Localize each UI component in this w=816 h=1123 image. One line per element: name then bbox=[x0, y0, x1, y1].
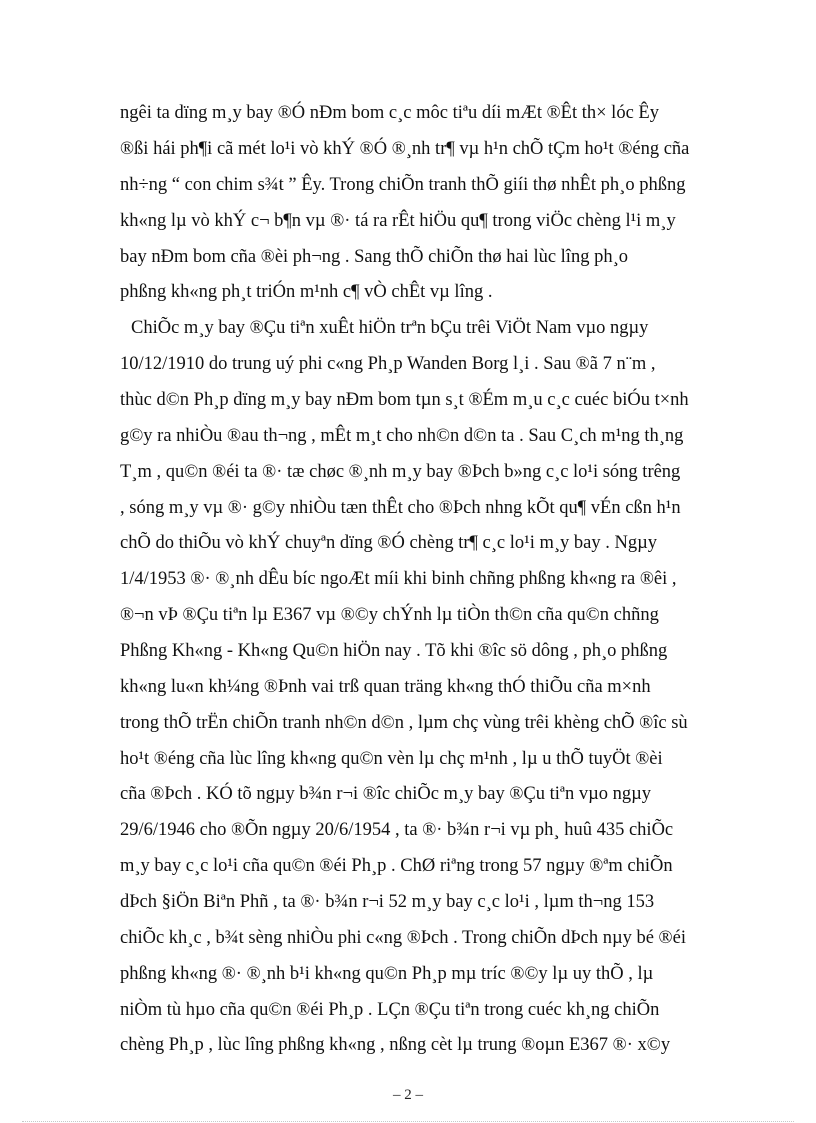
text-line: dÞch §iÖn Biªn Phñ , ta ®· b¾n r¬i 52 m¸y bay c¸c lo¹i , lµm th¬ng 153 bbox=[120, 892, 655, 912]
text-line: nh÷ng “ con chim s¾t ” Êy. Trong chiÕn tranh thÕ giíi thø nhÊt ph¸o phßng bbox=[120, 175, 686, 195]
page-bottom-divider bbox=[22, 1121, 794, 1122]
text-line: thùc d©n Ph¸p dïng m¸y bay nÐm bom tµn s¸t ®Ém m¸u c¸c cuéc biÓu t×nh bbox=[120, 390, 689, 410]
text-line: trong thÕ trËn chiÕn tranh nh©n d©n , lµm chç vùng trêi khèng chÕ ®îc sù bbox=[120, 713, 688, 733]
text-line: niÒm tù hµo cña qu©n ®éi Ph¸p . LÇn ®Çu tiªn trong cuéc kh¸ng chiÕn bbox=[120, 1000, 660, 1020]
text-line: ho¹t ®éng cña lùc lîng kh«ng qu©n vèn lµ chç m¹nh , lµ u thÕ tuyÖt ®èi bbox=[120, 749, 663, 769]
text-line: ®ßi hái ph¶i cã mét lo¹i vò khÝ ®Ó ®¸nh tr¶ vµ h¹n chÕ tÇm ho¹t ®éng cña bbox=[120, 139, 690, 159]
text-line: chiÕc kh¸c , b¾t sèng nhiÒu phi c«ng ®Þch . Trong chiÕn dÞch nµy bé ®éi bbox=[120, 928, 686, 948]
text-line: cña ®Þch . KÓ tõ ngµy b¾n r¬i ®îc chiÕc m¸y bay ®Çu tiªn vµo ngµy bbox=[120, 784, 652, 804]
text-line: T¸m , qu©n ®éi ta ®· tæ chøc ®¸nh m¸y bay ®Þch b»ng c¸c lo¹i sóng trêng bbox=[120, 462, 681, 482]
text-line: Phßng Kh«ng - Kh«ng Qu©n hiÖn nay . Tõ khi ®îc sö dông , ph¸o phßng bbox=[120, 641, 668, 661]
text-line: m¸y bay c¸c lo¹i cña qu©n ®éi Ph¸p . ChØ riªng trong 57 ngµy ®ªm chiÕn bbox=[120, 856, 673, 876]
text-line: , sóng m¸y vµ ®· g©y nhiÒu tæn thÊt cho ®Þch nhng kÕt qu¶ vÉn cßn h¹n bbox=[120, 498, 681, 518]
text-line: ngêi ta dïng m¸y bay ®Ó nÐm bom c¸c môc tiªu díi mÆt ®Êt th× lóc Êy bbox=[120, 103, 659, 123]
text-line: 10/12/1910 do trung uý phi c«ng Ph¸p Wanden Borg l¸i . Sau ®ã 7 n¨m , bbox=[120, 354, 656, 374]
text-line: bay nÐm bom cña ®èi ph¬ng . Sang thÕ chiÕn thø hai lùc lîng ph¸o bbox=[120, 247, 628, 267]
text-line: chÕ do thiÕu vò khÝ chuyªn dïng ®Ó chèng tr¶ c¸c lo¹i m¸y bay . Ngµy bbox=[120, 533, 657, 553]
text-line: 29/6/1946 cho ®Õn ngµy 20/6/1954 , ta ®· b¾n r¬i vµ ph¸ huû 435 chiÕc bbox=[120, 820, 674, 840]
text-line: kh«ng lu«n kh¼ng ®Þnh vai trß quan träng kh«ng thÓ thiÕu cña m×nh bbox=[120, 677, 651, 697]
text-line: g©y ra nhiÒu ®au th¬ng , mÊt m¸t cho nh©n d©n ta . Sau C¸ch m¹ng th¸ng bbox=[120, 426, 684, 446]
text-line: chèng Ph¸p , lùc lîng phßng kh«ng , nßng cèt lµ trung ®oµn E367 ®· x©y bbox=[120, 1035, 671, 1055]
text-line: ®¬n vÞ ®Çu tiªn lµ E367 vµ ®©y chÝnh lµ tiÒn th©n cña qu©n chñng bbox=[120, 605, 659, 625]
text-line: phßng kh«ng ®· ®¸nh b¹i kh«ng qu©n Ph¸p mµ tríc ®©y lµ uy thÕ , lµ bbox=[120, 964, 654, 984]
text-line: 1/4/1953 ®· ®¸nh dÊu bíc ngoÆt míi khi binh chñng phßng kh«ng ra ®êi , bbox=[120, 569, 677, 589]
text-line: kh«ng lµ vò khÝ c¬ b¶n vµ ®· tá ra rÊt hiÖu qu¶ trong viÖc chèng l¹i m¸y bbox=[120, 211, 676, 231]
page-number: – 2 – bbox=[393, 1087, 423, 1103]
text-line: phßng kh«ng ph¸t triÓn m¹nh c¶ vÒ chÊt vµ lîng . bbox=[120, 282, 493, 302]
text-line: ChiÕc m¸y bay ®Çu tiªn xuÊt hiÖn trªn bÇu trêi ViÖt Nam vµo ngµy bbox=[131, 318, 649, 338]
